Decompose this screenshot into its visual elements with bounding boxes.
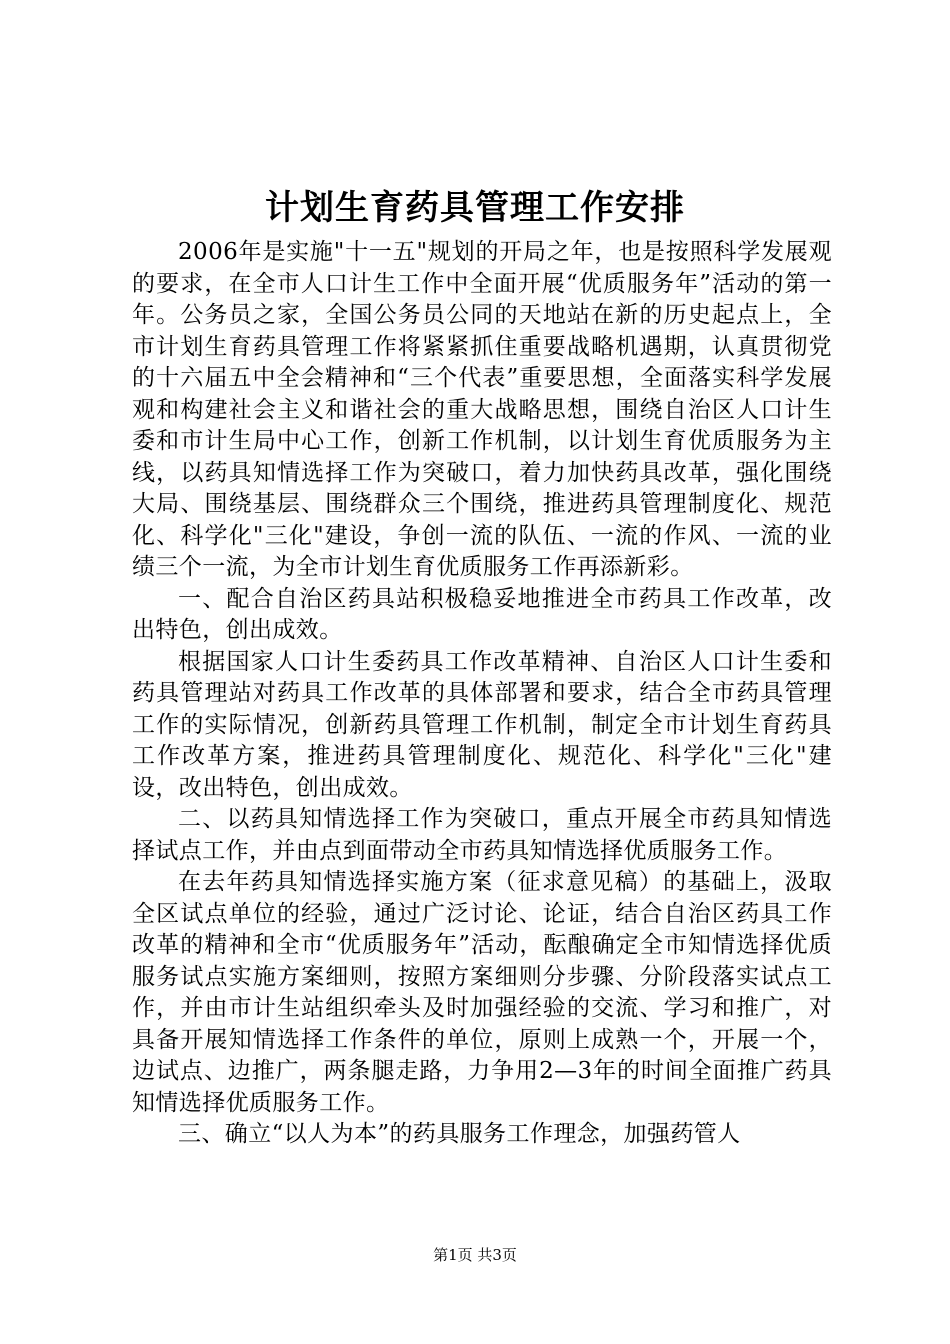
- section-heading-3: 三、确立“以人为本”的药具服务工作理念，加强药管人: [178, 1121, 741, 1147]
- paragraph: 根据国家人口计生委药具工作改革精神、自治区人口计生委和药具管理站对药具工作改革的具体部署和要求，结合全市药具管理工作的实际情况，创新药具管理工作机制，制定全市计划生育药具工作改革方案，推进药具管理制度化、规范化、科学化"三化"建设，改出特色，创出成效。: [132, 648, 832, 801]
- section-heading-1: 一、配合自治区药具站积极稳妥地推进全市药具工作改革，改出特色，创出成效。: [132, 585, 832, 643]
- document-body: [132, 237, 832, 1151]
- paragraph: 在去年药具知情选择实施方案（征求意见稿）的基础上，汲取全区试点单位的经验，通过广泛讨论、论证，结合自治区药具工作改革的精神和全市“优质服务年”活动，酝酿确定全市知情选择优质服务试点实施方案细则，按照方案细则分步骤、分阶段落实试点工作，并由市计生站组织牵头及时加强经验的交流、学习和推广，对具备开展知情选择工作条件的单位，原则上成熟一个，开展一个，边试点、边推广，两条腿走路，力争用2—3年的时间全面推广药具知情选择优质服务工作。: [132, 869, 832, 1116]
- paragraph: 2006年是实施"十一五"规划的开局之年，也是按照科学发展观的要求，在全市人口计生工作中全面开展“优质服务年”活动的第一年。公务员之家，全国公务员公同的天地站在新的历史起点上，全市计划生育药具管理工作将紧紧抓住重要战略机遇期，认真贯彻党的十六届五中全会精神和“三个代表”重要思想，全面落实科学发展观和构建社会主义和谐社会的重大战略思想，围绕自治区人口计生委和市计生局中心工作，创新工作机制，以计划生育优质服务为主线，以药具知情选择工作为突破口，着力加快药具改革，强化围绕大局、围绕基层、围绕群众三个围绕，推进药具管理制度化、规范化、科学化"三化"建设，争创一流的队伍、一流的作风、一流的业绩三个一流，为全市计划生育优质服务工作再添新彩。: [132, 239, 832, 580]
- page-number-footer: 第1页 共3页: [433, 1246, 517, 1264]
- document-title: 计划生育药具管理工作安排: [265, 188, 685, 228]
- section-heading-2: 二、以药具知情选择工作为突破口，重点开展全市药具知情选择试点工作，并由点到面带动全市药具知情选择优质服务工作。: [132, 806, 832, 864]
